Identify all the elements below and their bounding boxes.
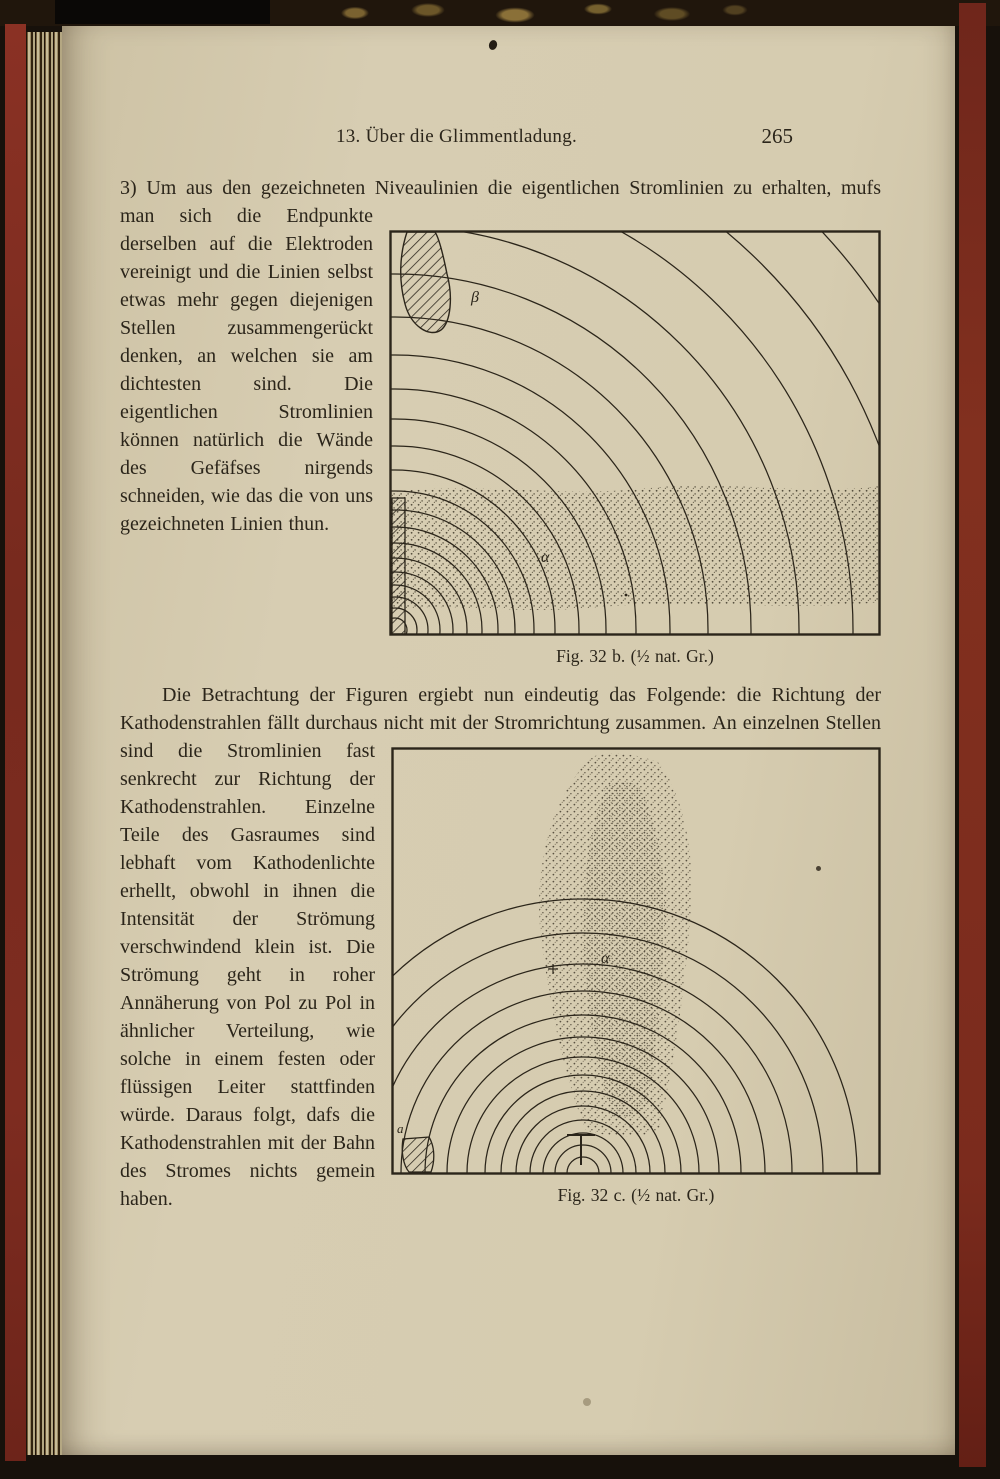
paper-speck	[816, 866, 821, 871]
paragraph-2-lead: Die Betrachtung der Figuren ergiebt nun eindeutig das Folgende: die Richtung der Kathodenstrahlen fällt durchaus nicht mit der Stromrichtung zusammen.	[120, 684, 881, 734]
page	[62, 26, 955, 1455]
figure-32b-label-beta: β	[471, 289, 479, 306]
book-page-stack-edge	[26, 32, 62, 1455]
figure-32c	[391, 747, 881, 1206]
page-number: 265	[761, 124, 793, 148]
paragraph-1	[120, 174, 881, 666]
paragraph-2	[120, 679, 881, 1213]
figure-32c-label-alpha: α	[601, 950, 610, 967]
paragraph-2-rest: An einzelnen Stellen sind die Stromlinien fast senkrecht zur Richtung der Kathodenstrahlen. Einzelne Teile des Gasraumes sind lebhaft vom Kathodenlichte erhellt, obwohl in ihnen die Intensität der Strömung verschwindend klein ist. Die Strömung geht in roher Annäherung von Pol zu Pol in ähnlicher Verteilung, wie solche in einem festen oder flüssigen Leiter stattfinden würde. Daraus folgt, dafs die Kathodenstrahlen mit der Bahn des Stromes nichts gemein haben.	[120, 712, 881, 1210]
figure-32c-drawing	[391, 747, 881, 1175]
figure-32b-label-alpha: α	[541, 549, 550, 566]
figure-32b-drawing	[389, 230, 881, 636]
paragraph-1-rest: Stromlinien zu erhalten, mufs man sich die Endpunkte derselben auf die Elektroden vereinigt und die Linien selbst etwas mehr gegen diejenigen Stellen zusammengerückt denken, an welchen sie am dichtesten sind. Die eigentlichen Stromlinien können natürlich die Wände des Gefäfses nirgends schneiden, wie das die von uns gezeichneten Linien thun.	[120, 177, 881, 535]
figure-32c-caption: Fig. 32 c. (½ nat. Gr.)	[557, 1185, 715, 1205]
body-text	[120, 174, 881, 1213]
chapter-title: 13. Über die Glimmentladung.	[335, 126, 578, 147]
book-cover-notch	[55, 0, 270, 24]
figure-32c-label-electrode: a	[397, 1121, 404, 1136]
figure-32b	[389, 230, 881, 667]
book-red-edge-left	[5, 24, 26, 1461]
book-red-edge-right	[959, 3, 986, 1467]
paragraph-1-lead: 3) Um aus den gezeichneten Niveaulinien die eigentlichen	[120, 177, 620, 199]
page-header	[120, 126, 881, 154]
faint-mark	[583, 1398, 591, 1406]
ink-spot	[488, 39, 499, 51]
figure-32b-caption: Fig. 32 b. (½ nat. Gr.)	[556, 646, 714, 666]
